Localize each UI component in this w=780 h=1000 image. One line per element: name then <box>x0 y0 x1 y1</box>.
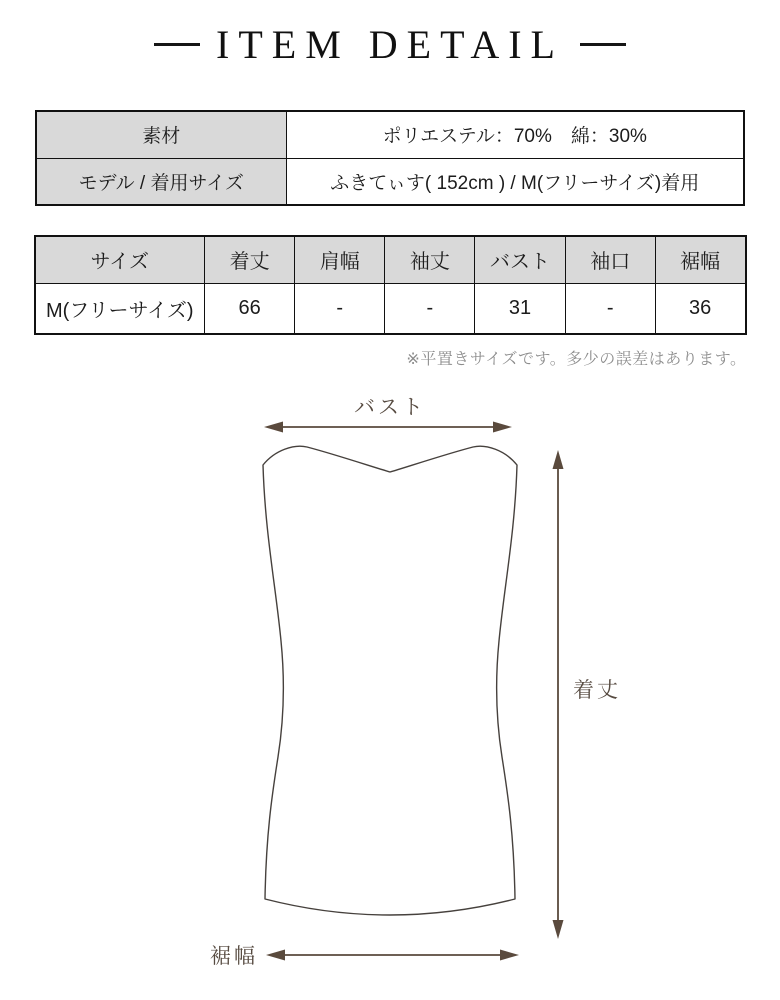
hem-arrow <box>266 950 519 961</box>
size-note: ※平置きサイズです。多少の誤差はあります。 <box>406 351 747 368</box>
size-spec-table <box>34 235 747 335</box>
bust-label: バスト <box>354 396 426 419</box>
info-value-model: ふきてぃす( 152cm ) / M(フリーサイズ)着用 <box>286 158 744 205</box>
material-info-table <box>35 110 745 206</box>
size-header-cuff: 袖口 <box>565 236 655 283</box>
length-label: 着丈 <box>573 679 621 702</box>
length-arrow <box>553 450 564 939</box>
item-detail-page <box>0 20 780 993</box>
size-header-sleeve: 袖丈 <box>385 236 475 283</box>
info-label-model: モデル / 着用サイズ <box>36 158 286 205</box>
size-header-length: 着丈 <box>205 236 295 283</box>
table-row <box>36 158 744 205</box>
size-value-bust: 31 <box>475 283 565 334</box>
section-header <box>0 20 780 68</box>
size-header-size: サイズ <box>35 236 205 283</box>
title-rule-right <box>580 43 626 46</box>
page-title: ITEM DETAIL <box>216 21 564 67</box>
table-row <box>36 111 744 158</box>
size-table-data-row <box>35 283 746 334</box>
size-value-size: M(フリーサイズ) <box>35 283 205 334</box>
size-value-shoulder: - <box>295 283 385 334</box>
info-value-material: ポリエステル：70% 綿：30% <box>286 111 744 158</box>
size-header-shoulder: 肩幅 <box>295 236 385 283</box>
size-diagram-svg <box>0 383 780 993</box>
size-value-cuff: - <box>565 283 655 334</box>
size-header-bust: バスト <box>475 236 565 283</box>
hem-label: 裾幅 <box>210 945 258 968</box>
title-rule-left <box>154 43 200 46</box>
dress-outline <box>263 446 517 915</box>
size-value-hem: 36 <box>655 283 745 334</box>
size-value-sleeve: - <box>385 283 475 334</box>
size-diagram <box>0 383 780 993</box>
size-table-header-row <box>35 236 746 283</box>
info-label-material: 素材 <box>36 111 286 158</box>
size-header-hem: 裾幅 <box>655 236 745 283</box>
bust-arrow <box>264 422 512 433</box>
size-value-length: 66 <box>205 283 295 334</box>
